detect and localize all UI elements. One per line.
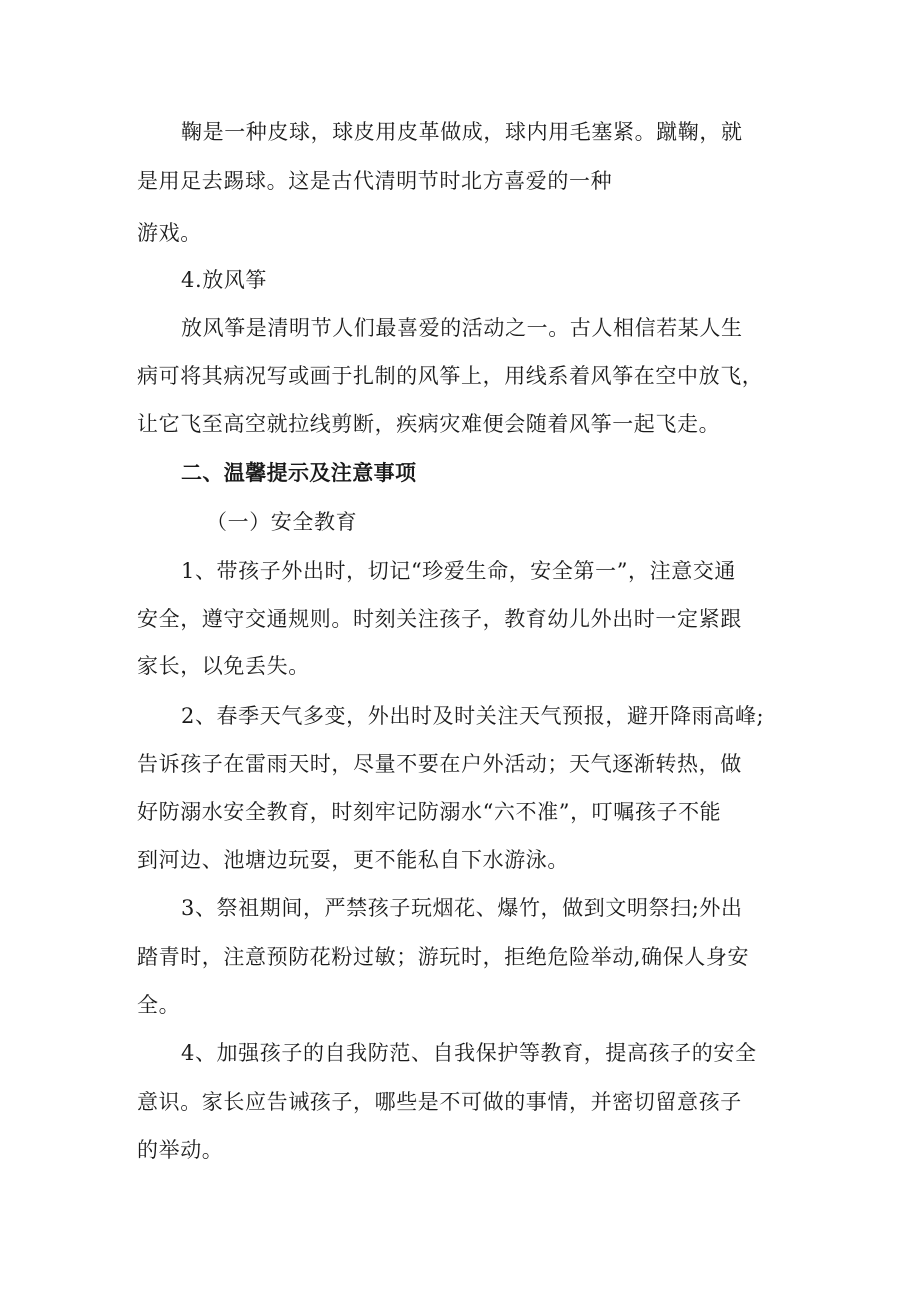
- text-line: 的举动。: [137, 1138, 224, 1162]
- text-line: 家长，以免丢失。: [137, 654, 310, 678]
- section-subtitle: 4.放风筝: [181, 268, 268, 292]
- text-line: 到河边、池塘边玩耍，更不能私自下水游泳。: [137, 848, 569, 872]
- text-line: 2、春季天气多变，外出时及时关注天气预报，避开降雨高峰;: [181, 704, 765, 728]
- text-line: 3、祭祖期间，严禁孩子玩烟花、爆竹，做到文明祭扫;外出: [181, 896, 743, 920]
- text-line: 鞠是一种皮球，球皮用皮革做成，球内用毛塞紧。蹴鞠，就: [181, 120, 743, 144]
- text-line: 让它飞至高空就拉线剪断，疾病灾难便会随着风筝一起飞走。: [137, 412, 721, 436]
- text-line: 是用足去踢球。这是古代清明节时北方喜爱的一种: [137, 169, 613, 193]
- text-line: 告诉孩子在雷雨天时，尽量不要在户外活动；天气逐渐转热，做: [137, 752, 742, 776]
- subsection-heading: （一）安全教育: [206, 510, 358, 534]
- text-line: 踏青时，注意预防花粉过敏；游玩时，拒绝危险举动,确保人身安: [137, 945, 750, 969]
- text-line: 安全，遵守交通规则。时刻关注孩子，教育幼儿外出时一定紧跟: [137, 607, 742, 631]
- section-heading: 二、温馨提示及注意事项: [181, 461, 417, 485]
- text-line: 全。: [137, 993, 181, 1017]
- text-line: 意识。家长应告诫孩子，哪些是不可做的事情，并密切留意孩子: [137, 1090, 742, 1114]
- text-line: 1、带孩子外出时，切记“珍爱生命，安全第一”，注意交通: [181, 559, 737, 583]
- text-line: 病可将其病况写或画于扎制的风筝上，用线系着风筝在空中放飞，: [137, 364, 764, 388]
- text-line: 放风筝是清明节人们最喜爱的活动之一。古人相信若某人生: [181, 316, 743, 340]
- text-line: 4、加强孩子的自我防范、自我保护等教育，提高孩子的安全: [181, 1041, 757, 1065]
- text-line: 游戏。: [137, 221, 202, 245]
- text-line: 好防溺水安全教育，时刻牢记防溺水“六不准”，叮嘱孩子不能: [137, 800, 722, 824]
